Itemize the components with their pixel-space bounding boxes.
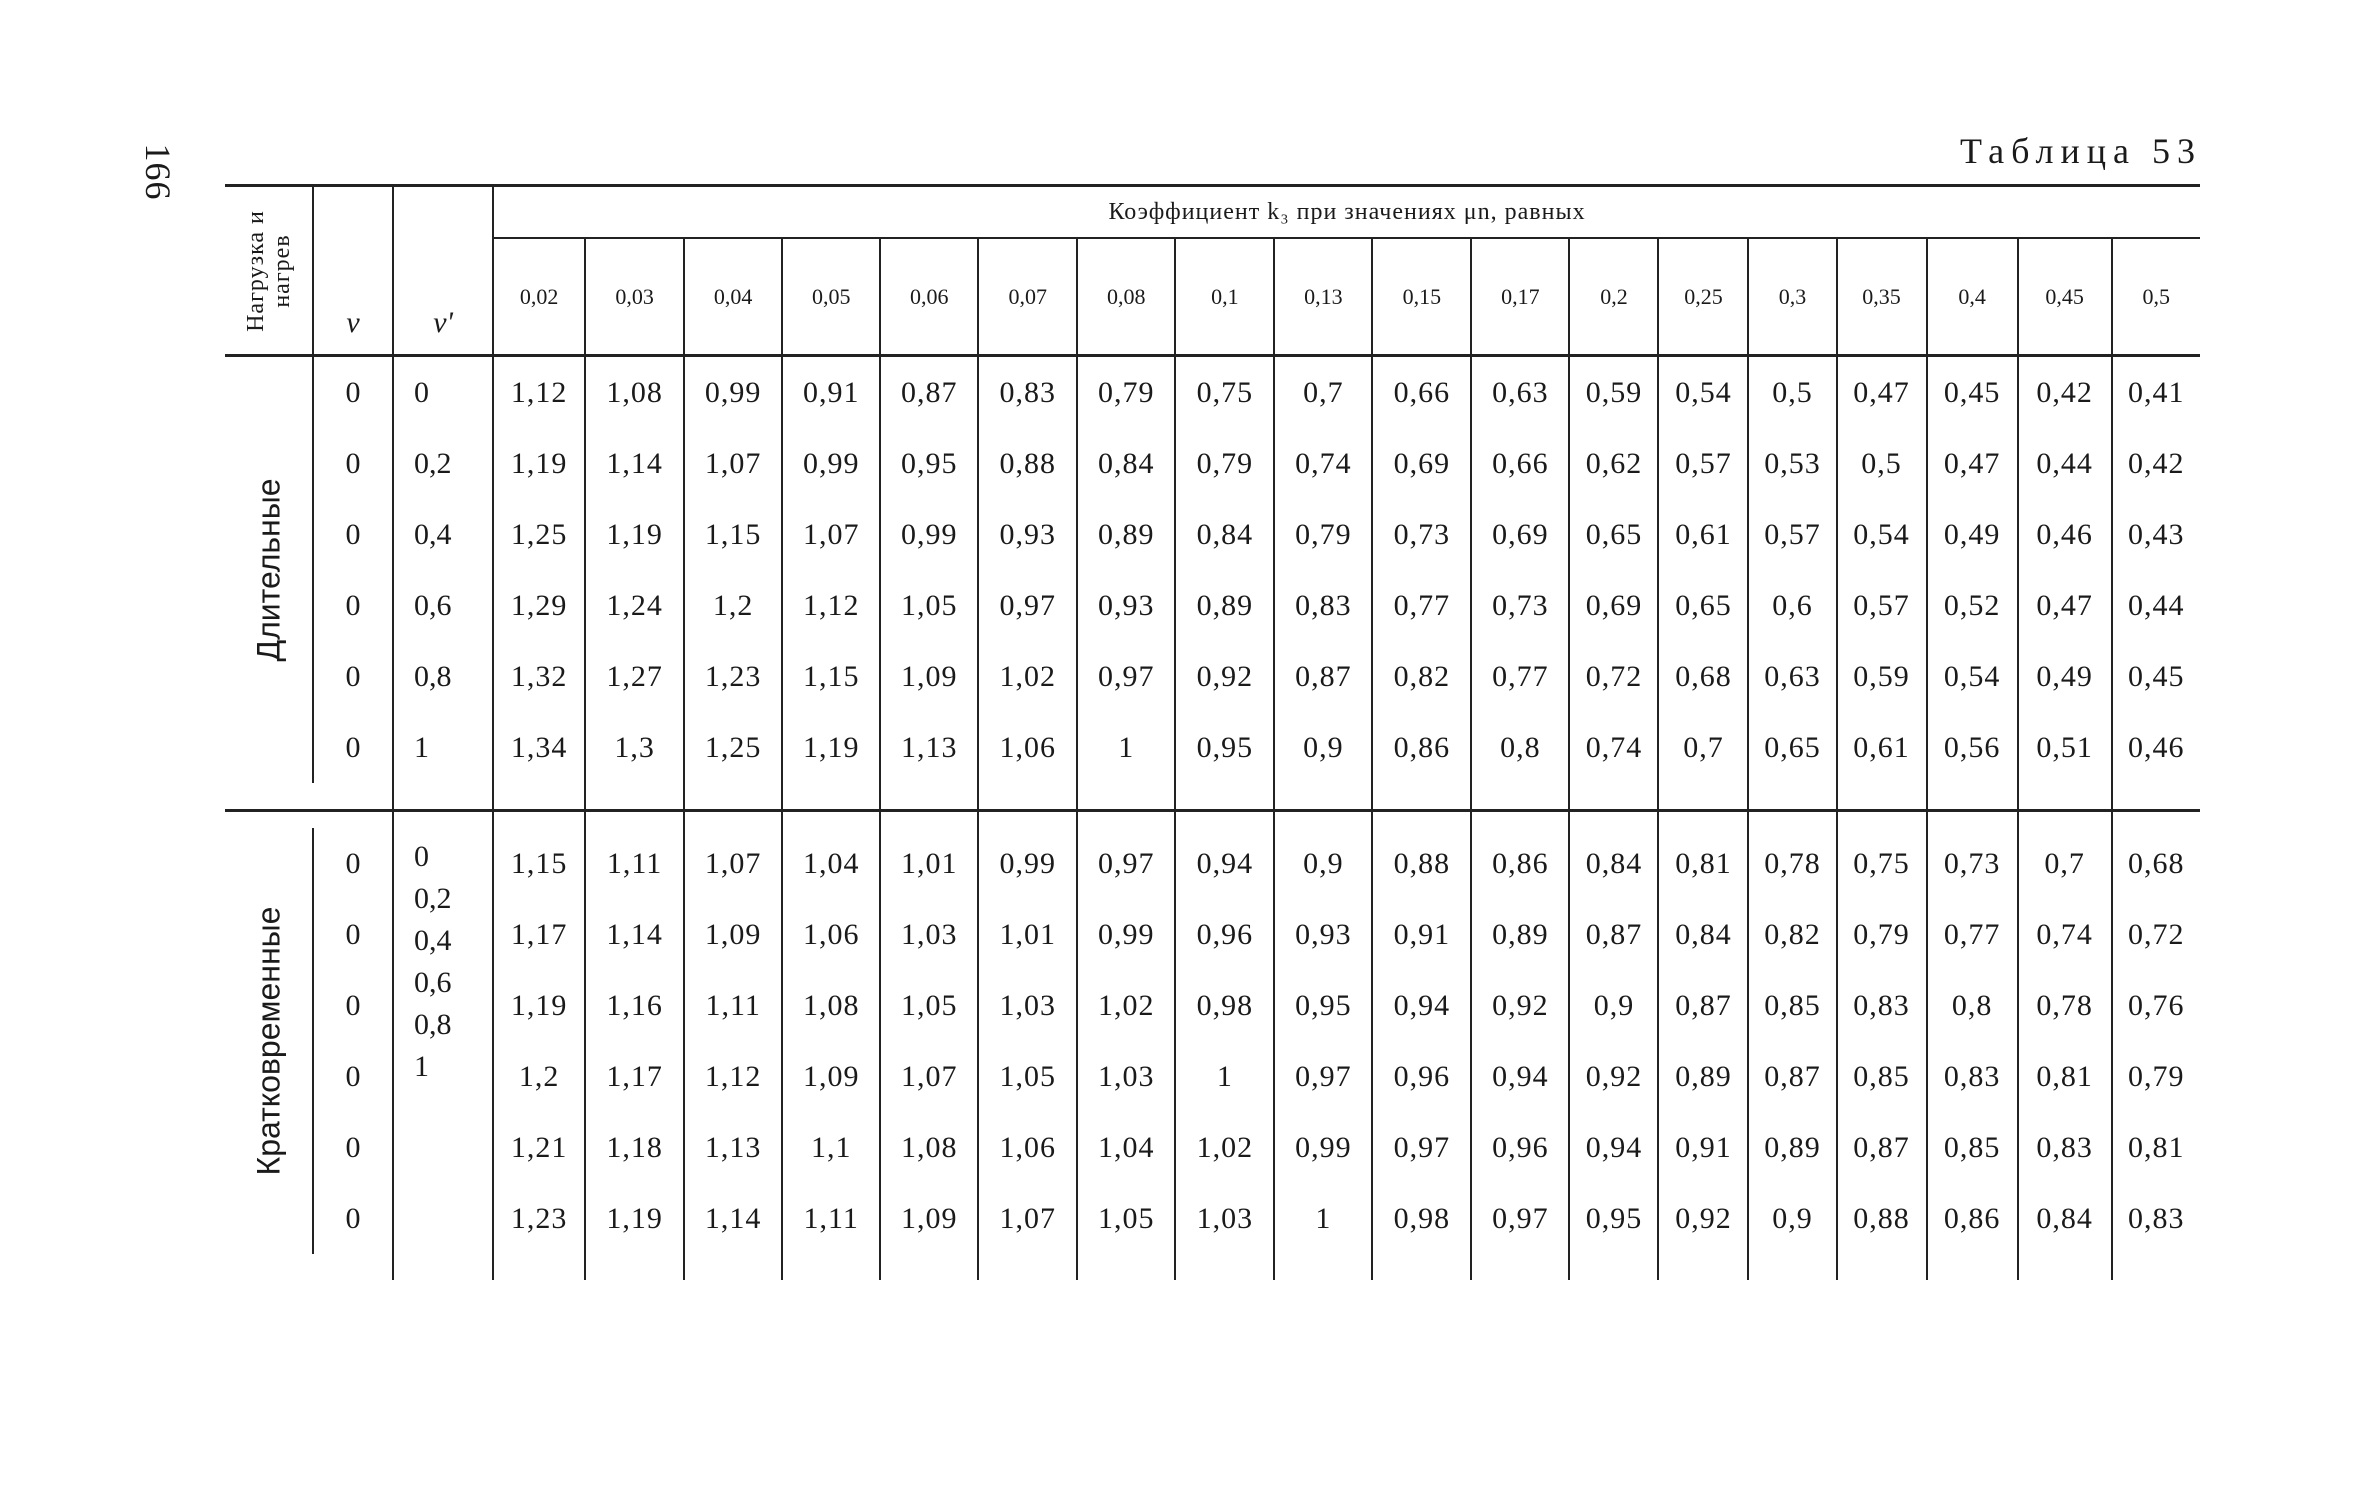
table-cell: 0,54 xyxy=(1658,356,1748,429)
table-cell: 1,14 xyxy=(684,1183,782,1254)
page-number: 166 xyxy=(138,143,178,201)
table-row xyxy=(225,712,2200,783)
group-label: Кратковременные xyxy=(250,906,287,1176)
table-cell: 0,92 xyxy=(1175,641,1274,712)
table-cell: 1,04 xyxy=(1077,1112,1175,1183)
column-header: 0,2 xyxy=(1569,238,1658,356)
nu-prime-value: 0,8 xyxy=(414,1008,452,1041)
table-cell: 0,84 xyxy=(1175,499,1274,570)
table-cell: 0,46 xyxy=(2128,730,2185,764)
table-cell: 0,81 xyxy=(1658,828,1748,899)
table-row xyxy=(225,828,2200,899)
table-cell: 1,12 xyxy=(684,1041,782,1112)
column-header: 0,25 xyxy=(1658,238,1748,356)
table-cell: 0,49 xyxy=(2018,641,2112,712)
table-cell: 0,85 xyxy=(1837,1041,1927,1112)
table-cell: 0,92 xyxy=(1471,970,1569,1041)
nu-value: 0 xyxy=(313,899,393,970)
nu-value: 0 xyxy=(313,970,393,1041)
column-header: 0,17 xyxy=(1471,238,1569,356)
table-cell: 0,57 xyxy=(1748,499,1836,570)
column-header: 0,13 xyxy=(1274,238,1372,356)
table-cell: 1,27 xyxy=(585,641,684,712)
table-cell: 0,95 xyxy=(1274,970,1372,1041)
table-cell: 1,11 xyxy=(585,828,684,899)
table-cell: 0,78 xyxy=(1748,828,1836,899)
table-cell: 0,92 xyxy=(1569,1041,1658,1112)
table-cell: 0,89 xyxy=(1471,899,1569,970)
table-cell: 0,87 xyxy=(880,356,978,429)
column-header: 0,05 xyxy=(782,238,880,356)
table-cell: 1,18 xyxy=(585,1112,684,1183)
table-cell: 1,01 xyxy=(880,828,978,899)
column-header: 0,03 xyxy=(585,238,684,356)
table-cell: 0,88 xyxy=(978,428,1077,499)
table-cell: 0,53 xyxy=(1748,428,1836,499)
table-cell: 1,13 xyxy=(684,1112,782,1183)
table-cell: 0,88 xyxy=(1837,1183,1927,1254)
nu-value: 0 xyxy=(313,1041,393,1112)
table-cell: 0,77 xyxy=(1927,899,2018,970)
table-cell: 0,65 xyxy=(1748,712,1836,783)
table-cell: 1,02 xyxy=(1175,1112,1274,1183)
table-cell: 0,95 xyxy=(1569,1183,1658,1254)
table-cell: 0,95 xyxy=(880,428,978,499)
table-cell: 0,91 xyxy=(1658,1112,1748,1183)
table-cell: 0,74 xyxy=(1569,712,1658,783)
column-header: 0,5 xyxy=(2112,238,2200,356)
group-cell xyxy=(225,356,313,784)
table-cell: 1,07 xyxy=(684,828,782,899)
column-header: 0,04 xyxy=(684,238,782,356)
table-cell: 1,17 xyxy=(493,899,585,970)
table-cell: 0,68 xyxy=(1658,641,1748,712)
table-cell: 0,83 xyxy=(2128,1201,2185,1235)
table-cell: 1,07 xyxy=(880,1041,978,1112)
nu-prime-value: 0,2 xyxy=(393,428,493,499)
table-cell: 0,9 xyxy=(1274,712,1372,783)
table-row xyxy=(225,356,2200,429)
table-cell: 1,01 xyxy=(978,899,1077,970)
table-cell: 0,75 xyxy=(1175,356,1274,429)
column-header: 0,45 xyxy=(2018,238,2112,356)
table-cell: 0,9 xyxy=(1569,970,1658,1041)
table-cell: 0,91 xyxy=(1372,899,1471,970)
column-header: 0,3 xyxy=(1748,238,1836,356)
table-cell: 1,07 xyxy=(978,1183,1077,1254)
table-cell: 0,99 xyxy=(684,356,782,429)
table-cell: 1,09 xyxy=(880,1183,978,1254)
table-cell: 0,79 xyxy=(2128,1059,2185,1093)
table-cell: 1,06 xyxy=(978,712,1077,783)
table-cell: 0,5 xyxy=(1837,428,1927,499)
nu-value: 0 xyxy=(313,356,393,429)
table-cell: 1,19 xyxy=(493,970,585,1041)
nu-prime-value: 1 xyxy=(393,712,493,783)
nu-value: 0 xyxy=(313,570,393,641)
table-cell: 1 xyxy=(1175,1041,1274,1112)
column-header: 0,35 xyxy=(1837,238,1927,356)
table-cell: 0,54 xyxy=(1837,499,1927,570)
table-cell: 0,89 xyxy=(1175,570,1274,641)
nu-value: 0 xyxy=(313,1183,393,1254)
table-cell: 1,23 xyxy=(684,641,782,712)
table-cell: 0,83 xyxy=(1274,570,1372,641)
table-cell: 0,95 xyxy=(1175,712,1274,783)
nu-prime-value: 0,6 xyxy=(414,966,452,999)
table-cell: 0,97 xyxy=(1471,1183,1569,1254)
table-cell: 0,9 xyxy=(1274,828,1372,899)
table-cell: 1,15 xyxy=(684,499,782,570)
table-cell: 1,09 xyxy=(684,899,782,970)
header-nu-prime: ν' xyxy=(393,186,493,356)
table-row xyxy=(225,899,2200,970)
table-cell: 0,99 xyxy=(880,499,978,570)
table-cell: 1,12 xyxy=(493,356,585,429)
table-cell: 1,08 xyxy=(880,1112,978,1183)
table-cell: 0,45 xyxy=(2128,659,2185,693)
column-header: 0,1 xyxy=(1175,238,1274,356)
table-cell: 0,45 xyxy=(1927,356,2018,429)
table-cell: 0,61 xyxy=(1837,712,1927,783)
table-cell: 0,59 xyxy=(1569,356,1658,429)
table-cell: 0,82 xyxy=(1372,641,1471,712)
table-cell: 0,99 xyxy=(978,828,1077,899)
group-label: Длительные xyxy=(250,478,287,662)
table-cell: 0,93 xyxy=(978,499,1077,570)
table-cell: 1,08 xyxy=(585,356,684,429)
table-row xyxy=(225,1112,2200,1183)
table-cell: 1,1 xyxy=(782,1112,880,1183)
table-cell: 0,92 xyxy=(1658,1183,1748,1254)
table-cell: 0,57 xyxy=(1837,570,1927,641)
table-cell: 0,73 xyxy=(1372,499,1471,570)
table-cell: 0,84 xyxy=(1569,828,1658,899)
table-title: Таблица 53 xyxy=(1960,131,2202,171)
nu-prime-value: 1 xyxy=(414,1050,430,1083)
table-cell: 1,17 xyxy=(585,1041,684,1112)
table-cell: 0,57 xyxy=(1658,428,1748,499)
table-cell: 0,89 xyxy=(1748,1112,1836,1183)
table-cell: 1,03 xyxy=(978,970,1077,1041)
table-cell: 0,69 xyxy=(1569,570,1658,641)
nu-prime-value: 0,4 xyxy=(393,499,493,570)
table-cell: 0,98 xyxy=(1175,970,1274,1041)
table-cell: 1,32 xyxy=(493,641,585,712)
table-cell: 0,91 xyxy=(782,356,880,429)
table-cell: 0,97 xyxy=(1077,641,1175,712)
table-cell: 0,79 xyxy=(1274,499,1372,570)
table-cell: 0,89 xyxy=(1658,1041,1748,1112)
table-cell: 0,9 xyxy=(1748,1183,1836,1254)
table-cell: 1,03 xyxy=(880,899,978,970)
table-cell: 1,34 xyxy=(493,712,585,783)
table-cell: 0,47 xyxy=(1927,428,2018,499)
table-cell: 0,42 xyxy=(2128,446,2185,480)
table-cell: 0,99 xyxy=(1077,899,1175,970)
table-cell: 0,74 xyxy=(2018,899,2112,970)
nu-prime-value: 0,8 xyxy=(393,641,493,712)
table-cell: 0,87 xyxy=(1748,1041,1836,1112)
table-cell: 0,43 xyxy=(2128,517,2185,551)
table-cell: 0,79 xyxy=(1837,899,1927,970)
table-cell: 0,81 xyxy=(2128,1130,2185,1164)
table-row xyxy=(225,1041,2200,1112)
table-row xyxy=(225,1183,2200,1254)
table-cell: 1,06 xyxy=(978,1112,1077,1183)
table-cell: 0,66 xyxy=(1372,356,1471,429)
table-cell: 0,87 xyxy=(1274,641,1372,712)
table-cell: 0,69 xyxy=(1372,428,1471,499)
table-cell: 0,87 xyxy=(1569,899,1658,970)
table-cell: 1,2 xyxy=(493,1041,585,1112)
table-cell: 0,66 xyxy=(1471,428,1569,499)
table-cell: 1,16 xyxy=(585,970,684,1041)
nu-prime-stack xyxy=(393,828,493,1254)
table-cell: 1,06 xyxy=(782,899,880,970)
table-cell: 1,21 xyxy=(493,1112,585,1183)
table-cell: 1,13 xyxy=(880,712,978,783)
table-cell: 1,2 xyxy=(684,570,782,641)
table-cell: 0,74 xyxy=(1274,428,1372,499)
table-cell: 0,97 xyxy=(1274,1041,1372,1112)
table-cell: 1,24 xyxy=(585,570,684,641)
nu-prime-value: 0,4 xyxy=(414,924,452,957)
table-cell: 1,09 xyxy=(880,641,978,712)
table-cell: 0,89 xyxy=(1077,499,1175,570)
table-cell: 1,03 xyxy=(1175,1183,1274,1254)
table-cell: 1,11 xyxy=(684,970,782,1041)
table-cell: 0,68 xyxy=(2128,846,2185,880)
table-cell: 1,15 xyxy=(493,828,585,899)
table-cell: 0,73 xyxy=(1927,828,2018,899)
table-cell: 0,44 xyxy=(2128,588,2185,622)
table-cell: 1,3 xyxy=(585,712,684,783)
table-cell: 0,94 xyxy=(1471,1041,1569,1112)
table-cell: 0,86 xyxy=(1927,1183,2018,1254)
table-cell: 1,04 xyxy=(782,828,880,899)
coefficient-table xyxy=(225,184,2200,1280)
table-body xyxy=(225,356,2200,1281)
table-cell: 0,86 xyxy=(1372,712,1471,783)
table-cell: 1,14 xyxy=(585,899,684,970)
table-cell: 0,63 xyxy=(1471,356,1569,429)
nu-value: 0 xyxy=(313,641,393,712)
table-row xyxy=(225,428,2200,499)
column-header: 0,15 xyxy=(1372,238,1471,356)
table-cell: 1,02 xyxy=(978,641,1077,712)
table-cell: 0,75 xyxy=(1837,828,1927,899)
table-cell: 0,97 xyxy=(1372,1112,1471,1183)
table-cell: 1,25 xyxy=(493,499,585,570)
table-cell: 0,86 xyxy=(1471,828,1569,899)
table-cell: 0,88 xyxy=(1372,828,1471,899)
table-cell: 0,97 xyxy=(1077,828,1175,899)
table-row xyxy=(225,499,2200,570)
table-cell: 0,47 xyxy=(1837,356,1927,429)
table-cell: 1,05 xyxy=(978,1041,1077,1112)
table-cell: 1 xyxy=(1274,1183,1372,1254)
nu-value: 0 xyxy=(313,712,393,783)
table-cell: 0,41 xyxy=(2128,375,2185,409)
table-cell: 0,83 xyxy=(2018,1112,2112,1183)
table-cell: 0,76 xyxy=(2128,988,2185,1022)
group-cell xyxy=(225,828,313,1254)
nu-value: 0 xyxy=(313,1112,393,1183)
table-cell: 0,82 xyxy=(1748,899,1836,970)
table-cell: 0,51 xyxy=(2018,712,2112,783)
table-cell: 0,61 xyxy=(1658,499,1748,570)
nu-prime-value: 0 xyxy=(393,356,493,429)
table-cell: 0,42 xyxy=(2018,356,2112,429)
table-cell: 1,07 xyxy=(684,428,782,499)
table-cell: 0,69 xyxy=(1471,499,1569,570)
table-cell: 0,79 xyxy=(1077,356,1175,429)
table-cell: 0,63 xyxy=(1748,641,1836,712)
column-header: 0,02 xyxy=(493,238,585,356)
table-row xyxy=(225,641,2200,712)
table-cell: 0,7 xyxy=(2018,828,2112,899)
table-cell: 0,85 xyxy=(1748,970,1836,1041)
table-cell: 0,81 xyxy=(2018,1041,2112,1112)
nu-value: 0 xyxy=(313,828,393,899)
table-cell: 0,77 xyxy=(1372,570,1471,641)
table-cell: 0,56 xyxy=(1927,712,2018,783)
table-cell: 0,96 xyxy=(1175,899,1274,970)
table-cell: 1,23 xyxy=(493,1183,585,1254)
table-cell: 1,05 xyxy=(1077,1183,1175,1254)
table-cell: 0,44 xyxy=(2018,428,2112,499)
header-nu: ν xyxy=(313,186,393,356)
table-cell: 1,19 xyxy=(585,1183,684,1254)
table-cell: 0,54 xyxy=(1927,641,2018,712)
table-cell: 0,77 xyxy=(1471,641,1569,712)
table-cell: 0,78 xyxy=(2018,970,2112,1041)
column-header: 0,06 xyxy=(880,238,978,356)
table-cell: 0,87 xyxy=(1837,1112,1927,1183)
table-cell: 0,59 xyxy=(1837,641,1927,712)
column-header: 0,4 xyxy=(1927,238,2018,356)
table-cell: 0,52 xyxy=(1927,570,2018,641)
nu-prime-value: 0,2 xyxy=(414,882,452,915)
table-cell: 0,8 xyxy=(1471,712,1569,783)
header-load-heating xyxy=(225,186,313,356)
table-cell: 0,6 xyxy=(1748,570,1836,641)
table-cell: 0,65 xyxy=(1658,570,1748,641)
table-row xyxy=(225,570,2200,641)
table-cell: 1,08 xyxy=(782,970,880,1041)
table-cell: 0,93 xyxy=(1274,899,1372,970)
table-cell: 0,94 xyxy=(1569,1112,1658,1183)
nu-value: 0 xyxy=(313,499,393,570)
table-cell: 0,8 xyxy=(1927,970,2018,1041)
column-header: 0,07 xyxy=(978,238,1077,356)
table-cell: 1,12 xyxy=(782,570,880,641)
table-cell: 0,84 xyxy=(1077,428,1175,499)
table-cell: 1,19 xyxy=(493,428,585,499)
table-cell: 0,85 xyxy=(1927,1112,2018,1183)
table-cell: 0,83 xyxy=(978,356,1077,429)
column-header-row xyxy=(225,238,2200,356)
table-cell: 0,47 xyxy=(2018,570,2112,641)
table-cell: 0,99 xyxy=(1274,1112,1372,1183)
column-header: 0,08 xyxy=(1077,238,1175,356)
table-cell: 1,29 xyxy=(493,570,585,641)
table-row xyxy=(225,970,2200,1041)
nu-prime-value: 0,6 xyxy=(393,570,493,641)
table-cell: 0,96 xyxy=(1471,1112,1569,1183)
header-load-heating-label: Нагрузка и нагрев xyxy=(242,209,295,332)
table-cell: 0,83 xyxy=(1837,970,1927,1041)
table-cell: 0,87 xyxy=(1658,970,1748,1041)
table-cell: 1,19 xyxy=(585,499,684,570)
table-cell: 0,73 xyxy=(1471,570,1569,641)
table-cell: 1 xyxy=(1077,712,1175,783)
table-cell: 0,79 xyxy=(1175,428,1274,499)
table-cell: 1,14 xyxy=(585,428,684,499)
table-cell: 0,98 xyxy=(1372,1183,1471,1254)
table-cell: 1,15 xyxy=(782,641,880,712)
table-cell: 0,72 xyxy=(1569,641,1658,712)
table-cell: 0,84 xyxy=(1658,899,1748,970)
table-cell: 0,62 xyxy=(1569,428,1658,499)
table-cell: 0,83 xyxy=(1927,1041,2018,1112)
table-cell: 0,5 xyxy=(1748,356,1836,429)
table-cell: 1,02 xyxy=(1077,970,1175,1041)
table-cell: 0,7 xyxy=(1274,356,1372,429)
table-cell: 1,07 xyxy=(782,499,880,570)
table-cell: 0,94 xyxy=(1372,970,1471,1041)
table-cell: 1,25 xyxy=(684,712,782,783)
table-cell: 0,72 xyxy=(2128,917,2185,951)
table-cell: 1,19 xyxy=(782,712,880,783)
table-cell: 0,94 xyxy=(1175,828,1274,899)
table-cell: 0,65 xyxy=(1569,499,1658,570)
header-coefficient-span: Коэффициент k₃ при значениях μn, равных xyxy=(493,186,2200,239)
table-cell: 0,96 xyxy=(1372,1041,1471,1112)
table-cell: 0,84 xyxy=(2018,1183,2112,1254)
table-cell: 1,03 xyxy=(1077,1041,1175,1112)
table-cell: 1,05 xyxy=(880,970,978,1041)
table-cell: 1,09 xyxy=(782,1041,880,1112)
table-cell: 0,46 xyxy=(2018,499,2112,570)
table-cell: 1,11 xyxy=(782,1183,880,1254)
table-cell: 0,49 xyxy=(1927,499,2018,570)
table-cell: 0,99 xyxy=(782,428,880,499)
table-cell: 0,93 xyxy=(1077,570,1175,641)
nu-value: 0 xyxy=(313,428,393,499)
table-cell: 0,7 xyxy=(1658,712,1748,783)
table-cell: 1,05 xyxy=(880,570,978,641)
nu-prime-value: 0 xyxy=(414,840,430,873)
table-cell: 0,97 xyxy=(978,570,1077,641)
